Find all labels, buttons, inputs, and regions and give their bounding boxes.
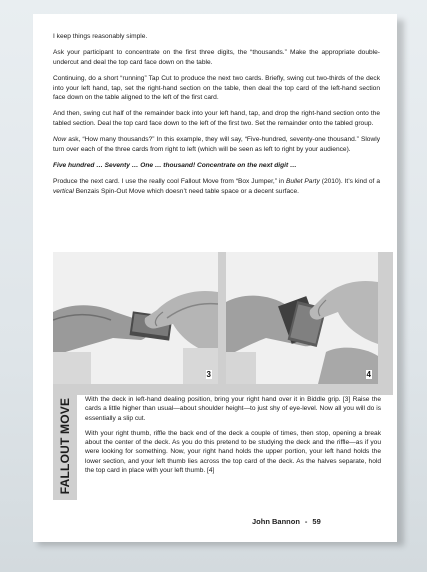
paragraph: Ask your participant to concentrate on the first three digits, the “thousands.” Make the appropriate double-undercut and deal the top card face down on the table. [53,49,380,66]
figure-number: 4 [366,370,371,379]
book-page [33,14,397,542]
book-title: Bullet Party [285,178,320,186]
paragraph-italic: vertical [53,187,74,195]
paragraph: And then, swing cut half of the remainder back into your left hand, tap, and drop the right-hand section onto the tabled section. Deal the top card face down to the left of the first two. Set the remainder onto the tabled group. [53,110,380,127]
sidebar-text [85,395,381,481]
paragraph: I keep things reasonably simple. [53,33,148,40]
paragraph-text: ask, “How many thousands?” In this example, they will say, “Five-hundred, seventy-one thousand.” Slowly turn over each of the three cards from right to left (which will be seen as left to right by your audience). [53,136,380,153]
paragraph-text: Benzais Spin-Out Move which doesn’t need table space or a decent surface. [73,187,299,195]
paragraph [53,177,380,196]
patter-line: Five hundred … Seventy … One … thousand! Concentrate on the next digit … [53,162,297,170]
paragraph-italic: Now [53,136,67,144]
page-number: 59 [312,517,321,526]
photo-band [53,252,393,395]
footer-separator: - [304,517,308,526]
page-footer [252,517,321,526]
sidebar-title-text: FALLOUT MOVE [58,397,72,495]
paragraph-text: Produce the next card. I use the really cool Fallout Move from “Box Jumper,” in [53,178,286,186]
footer-author: John Bannon [252,517,300,526]
hands-biddle-grip-illustration [53,252,218,384]
hands-fallout-move-illustration [226,252,378,384]
sidebar-paragraph: With your right thumb, riffle the back end of the deck a couple of times, then stop, opening a break about the center of the deck. As you do this pretend to be studying the deck and the riffle—as if you were looking for something. Now, your right hand holds the upper portion, your left hand holds the lower section, and your left thumb lies across the top card of the deck. As the halves separate, hold the top card in place with your left thumb. [4] [85,429,381,475]
sidebar-title [53,392,77,500]
figure-3-photo [53,252,218,384]
figure-4-photo [226,252,378,384]
figure-number: 3 [206,370,211,379]
paragraph: Continuing, do a short “running” Tap Cut to produce the next two cards. Briefly, swing cut two-thirds of the deck into your left hand, tap, set the right-hand section on the table, then deal the top card of the left-hand section face down on the table aligned to the left of the first card. [53,75,380,102]
body-text [53,32,380,203]
sidebar-paragraph: With the deck in left-hand dealing position, bring your right hand over it in Biddle grip. [3] Raise the cards a little higher than usual—about shoulder height—to just shy of eye-level. Now all you will do is essentially a slip cut. [85,396,381,422]
paragraph-text: (2010). It’s kind of a [319,178,381,186]
paragraph [53,135,380,154]
